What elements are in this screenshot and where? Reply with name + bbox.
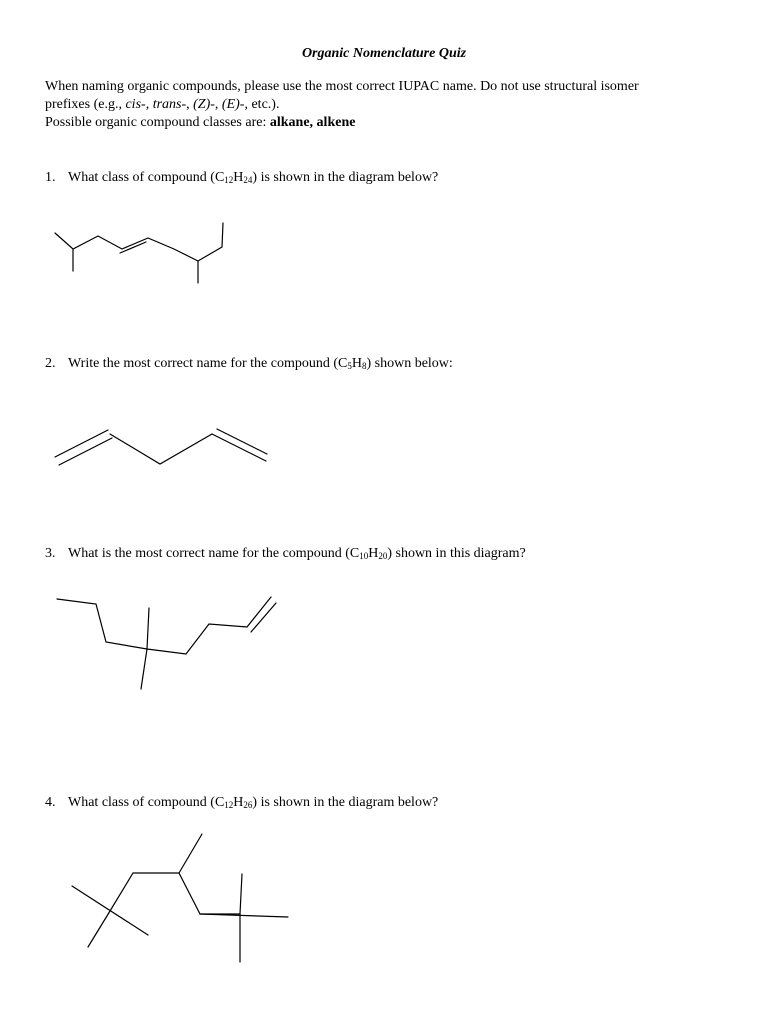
question-1: 1. What class of compound $(C_{12}H_{24})$ is shown in the diagram below? bbox=[45, 170, 439, 185]
instructions-line-2: prefixes (e.g., cis-, trans-, (Z)-, (E)-, etc.). bbox=[45, 97, 280, 112]
quiz-title: Organic Nomenclature Quiz bbox=[301, 46, 467, 61]
question-3: 3. What is the most correct name for the compound $(C_{10}H_{20})$ shown in this diagram? bbox=[45, 546, 526, 561]
instructions-line-3: Possible organic compound classes are: alkane, alkene bbox=[45, 115, 356, 130]
molecule-2-structure bbox=[55, 429, 267, 465]
z-prefix: (Z)- bbox=[193, 97, 215, 112]
question-2: 2. Write the most correct name for the compound $(C_5H_8)$ shown below: bbox=[45, 356, 453, 371]
e-prefix: (E)- bbox=[221, 97, 245, 112]
cis-prefix: cis- bbox=[125, 97, 146, 112]
question-4: 4. What class of compound $(C_{12}H_{26})$ is shown in the diagram below? bbox=[45, 795, 439, 810]
trans-prefix: trans- bbox=[152, 97, 187, 112]
compound-classes: alkane, alkene bbox=[269, 115, 356, 130]
instructions-line-1: When naming organic compounds, please use the most correct IUPAC name. Do not use structural isomer bbox=[45, 79, 639, 94]
molecule-1-structure bbox=[55, 223, 223, 283]
molecule-3-structure bbox=[57, 597, 276, 689]
molecule-4-structure bbox=[72, 834, 288, 962]
